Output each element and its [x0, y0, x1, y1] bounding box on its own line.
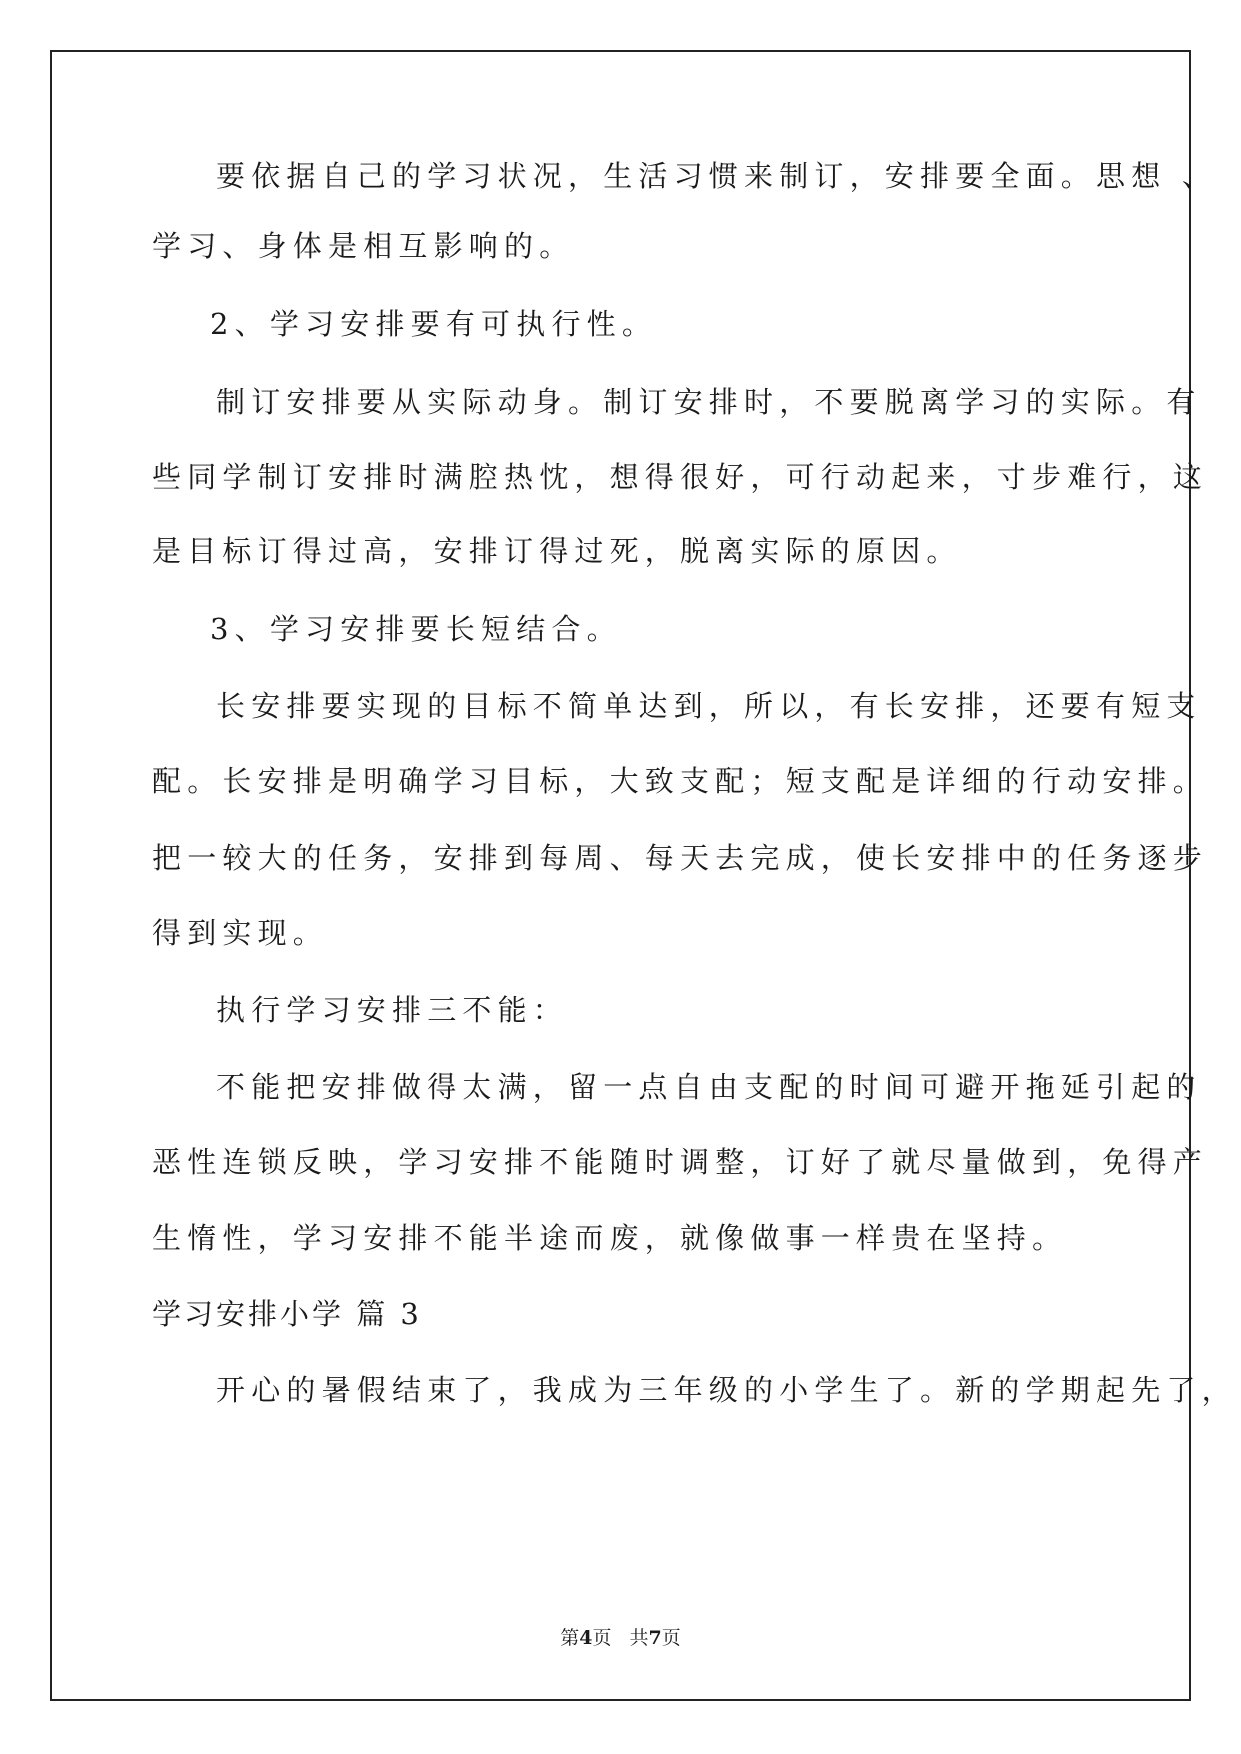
- body-line: 配。长安排是明确学习目标，大致支配；短支配是详细的行动安排。: [152, 764, 1209, 798]
- body-line: 生惰性，学习安排不能半途而废，就像做事一样贵在坚持。: [152, 1221, 1068, 1255]
- body-line: 执行学习安排三不能：: [216, 993, 569, 1027]
- page-footer: [0, 1629, 1241, 1648]
- footer-page-suffix: 页: [592, 1627, 612, 1649]
- footer-total-prefix: 共: [629, 1627, 649, 1649]
- section-heading: 学习安排小学 篇 3: [152, 1297, 422, 1331]
- body-line: 要依据自己的学习状况，生活习惯来制订，安排要全面。思想 、: [216, 159, 1218, 193]
- body-line: 得到实现。: [152, 916, 329, 950]
- footer-page-total: 7: [648, 1627, 662, 1649]
- footer-page-current: 4: [579, 1627, 593, 1649]
- body-line: 是目标订得过高，安排订得过死，脱离实际的原因。: [152, 534, 962, 568]
- body-line: 些同学制订安排时满腔热忱，想得很好，可行动起来，寸步难行，这: [152, 460, 1209, 494]
- footer-page-prefix: 第: [560, 1627, 580, 1649]
- body-line: 制订安排要从实际动身。制订安排时，不要脱离学习的实际。有: [216, 385, 1202, 419]
- body-line: 不能把安排做得太满，留一点自由支配的时间可避开拖延引起的: [216, 1070, 1202, 1104]
- body-line: 3、学习安排要长短结合。: [210, 612, 622, 646]
- body-line: 2、学习安排要有可执行性。: [210, 307, 658, 341]
- body-line: 恶性连锁反映，学习安排不能随时调整，订好了就尽量做到，免得产: [152, 1145, 1209, 1179]
- page-border: [50, 50, 1191, 1701]
- body-line: 学习、身体是相互影响的。: [152, 229, 575, 263]
- body-line: 开心的暑假结束了，我成为三年级的小学生了。新的学期起先了，: [216, 1373, 1237, 1407]
- footer-total-suffix: 页: [661, 1627, 681, 1649]
- body-line: 把一较大的任务，安排到每周、每天去完成，使长安排中的任务逐步: [152, 841, 1209, 875]
- body-line: 长安排要实现的目标不简单达到，所以，有长安排，还要有短支: [216, 689, 1202, 723]
